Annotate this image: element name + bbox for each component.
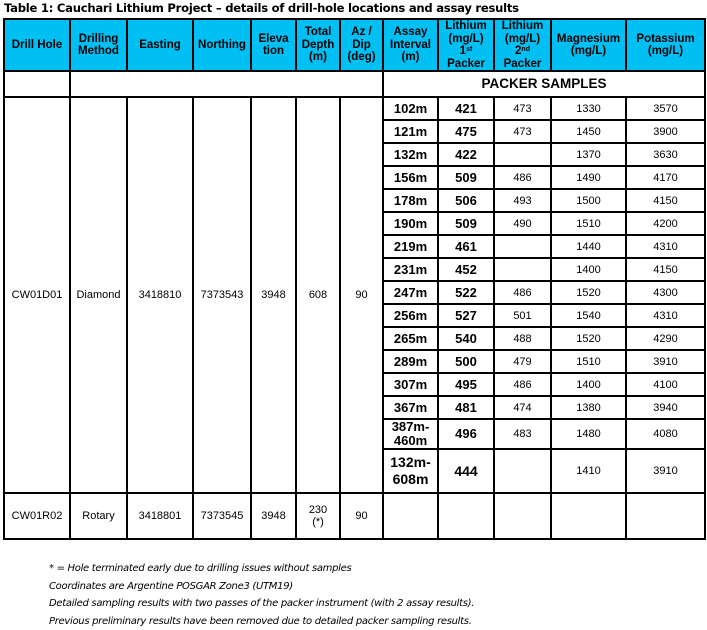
lithium-1st-packer-cell: 475 — [438, 120, 494, 143]
header-elevation: Eleva tion — [251, 19, 296, 71]
lithium-1st-packer-cell: 506 — [438, 189, 494, 212]
magnesium-cell: 1540 — [551, 304, 626, 327]
footnote: Previous preliminary results have been removed due to detailed packer sampling results. — [49, 613, 474, 630]
magnesium-cell: 1510 — [551, 350, 626, 373]
magnesium-cell: 1440 — [551, 235, 626, 258]
header-lithium-2nd-packer: Lithium (mg/L) 2nd Packer — [494, 19, 551, 71]
header-potassium: Potassium (mg/L) — [626, 19, 705, 71]
empty-cell — [70, 71, 383, 97]
assay-interval-cell: 219m — [383, 235, 438, 258]
potassium-cell: 3910 — [626, 350, 705, 373]
lithium-1st-packer-cell: 444 — [438, 449, 494, 493]
magnesium-cell: 1480 — [551, 419, 626, 449]
packer-samples-label: PACKER SAMPLES — [383, 71, 705, 97]
drilling-method-cell: Diamond — [70, 97, 127, 493]
lithium-1st-packer-cell: 452 — [438, 258, 494, 281]
empty-cell — [626, 493, 705, 539]
lithium-2nd-packer-cell: 473 — [494, 97, 551, 120]
potassium-cell: 3630 — [626, 143, 705, 166]
lithium-2nd-packer-cell: 483 — [494, 419, 551, 449]
drill-hole-cell: CW01D01 — [4, 97, 70, 493]
assay-interval-cell: 256m — [383, 304, 438, 327]
lithium-1st-packer-cell: 496 — [438, 419, 494, 449]
az-dip-cell: 90 — [340, 493, 383, 539]
magnesium-cell: 1400 — [551, 373, 626, 396]
assay-interval-cell: 387m- 460m — [383, 419, 438, 449]
assay-interval-cell: 190m — [383, 212, 438, 235]
lithium-2nd-packer-cell — [494, 449, 551, 493]
header-northing: Northing — [193, 19, 251, 71]
elevation-cell: 3948 — [251, 493, 296, 539]
assay-interval-cell: 247m — [383, 281, 438, 304]
assay-interval-cell: 121m — [383, 120, 438, 143]
lithium-1st-packer-cell: 522 — [438, 281, 494, 304]
elevation-cell: 3948 — [251, 97, 296, 493]
magnesium-cell: 1490 — [551, 166, 626, 189]
potassium-cell: 3570 — [626, 97, 705, 120]
easting-cell: 3418801 — [127, 493, 193, 539]
sample-row — [4, 97, 705, 120]
hole-row — [4, 493, 705, 539]
easting-cell: 3418810 — [127, 97, 193, 493]
magnesium-cell: 1510 — [551, 212, 626, 235]
lithium-2nd-packer-cell: 473 — [494, 120, 551, 143]
lithium-2nd-packer-cell: 493 — [494, 189, 551, 212]
drill-hole-cell: CW01R02 — [4, 493, 70, 539]
lithium-2nd-packer-cell: 501 — [494, 304, 551, 327]
lithium-1st-packer-cell: 540 — [438, 327, 494, 350]
potassium-cell: 4080 — [626, 419, 705, 449]
potassium-cell: 3910 — [626, 449, 705, 493]
drilling-method-cell: Rotary — [70, 493, 127, 539]
header-lithium-1st-packer: Lithium (mg/L) 1st Packer — [438, 19, 494, 71]
az-dip-cell: 90 — [340, 97, 383, 493]
potassium-cell: 4100 — [626, 373, 705, 396]
lithium-1st-packer-cell: 509 — [438, 166, 494, 189]
header-drilling-method: Drilling Method — [70, 19, 127, 71]
magnesium-cell: 1330 — [551, 97, 626, 120]
lithium-2nd-packer-cell: 486 — [494, 281, 551, 304]
lithium-2nd-packer-cell: 474 — [494, 396, 551, 419]
assay-interval-cell: 178m — [383, 189, 438, 212]
potassium-cell: 3940 — [626, 396, 705, 419]
header-row — [4, 19, 705, 71]
lithium-2nd-packer-cell — [494, 235, 551, 258]
footnotes — [49, 560, 474, 630]
header-total-depth: Total Depth (m) — [296, 19, 340, 71]
northing-cell: 7373543 — [193, 97, 251, 493]
assay-interval-cell: 231m — [383, 258, 438, 281]
magnesium-cell: 1500 — [551, 189, 626, 212]
assay-interval-cell: 132m — [383, 143, 438, 166]
assay-interval-cell: 367m — [383, 396, 438, 419]
lithium-1st-packer-cell: 527 — [438, 304, 494, 327]
potassium-cell: 4290 — [626, 327, 705, 350]
lithium-2nd-packer-cell: 486 — [494, 373, 551, 396]
lithium-2nd-packer-cell: 490 — [494, 212, 551, 235]
magnesium-cell: 1520 — [551, 327, 626, 350]
magnesium-cell: 1410 — [551, 449, 626, 493]
potassium-cell: 4200 — [626, 212, 705, 235]
potassium-cell: 4310 — [626, 304, 705, 327]
header-assay-interval: Assay Interval (m) — [383, 19, 438, 71]
assay-interval-cell: 265m — [383, 327, 438, 350]
assay-interval-cell: 132m- 608m — [383, 449, 438, 493]
assay-interval-cell: 289m — [383, 350, 438, 373]
assay-interval-cell: 102m — [383, 97, 438, 120]
table-title: Table 1: Cauchari Lithium Project – details of drill-hole locations and assay results — [4, 1, 519, 15]
lithium-1st-packer-cell: 500 — [438, 350, 494, 373]
potassium-cell: 4300 — [626, 281, 705, 304]
potassium-cell: 4150 — [626, 258, 705, 281]
empty-cell — [551, 493, 626, 539]
header-easting: Easting — [127, 19, 193, 71]
footnote: * = Hole terminated early due to drilling issues without samples — [49, 560, 474, 578]
lithium-1st-packer-cell: 495 — [438, 373, 494, 396]
magnesium-cell: 1380 — [551, 396, 626, 419]
assay-interval-cell: 307m — [383, 373, 438, 396]
potassium-cell: 4170 — [626, 166, 705, 189]
empty-cell — [494, 493, 551, 539]
empty-cell — [383, 493, 438, 539]
footnote: Coordinates are Argentine POSGAR Zone3 (UTM19) — [49, 578, 474, 596]
potassium-cell: 3900 — [626, 120, 705, 143]
header-magnesium: Magnesium (mg/L) — [551, 19, 626, 71]
total-depth-cell: 230 (*) — [296, 493, 340, 539]
header-az-dip: Az / Dip (deg) — [340, 19, 383, 71]
total-depth-cell: 608 — [296, 97, 340, 493]
potassium-cell: 4150 — [626, 189, 705, 212]
potassium-cell: 4310 — [626, 235, 705, 258]
lithium-2nd-packer-cell — [494, 143, 551, 166]
magnesium-cell: 1520 — [551, 281, 626, 304]
northing-cell: 7373545 — [193, 493, 251, 539]
lithium-2nd-packer-cell: 486 — [494, 166, 551, 189]
empty-cell — [4, 71, 70, 97]
assay-interval-cell: 156m — [383, 166, 438, 189]
lithium-1st-packer-cell: 509 — [438, 212, 494, 235]
drill-hole-table — [3, 18, 706, 540]
packer-samples-row — [4, 71, 705, 97]
lithium-2nd-packer-cell: 479 — [494, 350, 551, 373]
lithium-2nd-packer-cell: 488 — [494, 327, 551, 350]
lithium-1st-packer-cell: 422 — [438, 143, 494, 166]
magnesium-cell: 1400 — [551, 258, 626, 281]
lithium-1st-packer-cell: 421 — [438, 97, 494, 120]
magnesium-cell: 1450 — [551, 120, 626, 143]
footnote: Detailed sampling results with two passes of the packer instrument (with 2 assay results). — [49, 595, 474, 613]
header-drill-hole: Drill Hole — [4, 19, 70, 71]
magnesium-cell: 1370 — [551, 143, 626, 166]
empty-cell — [438, 493, 494, 539]
lithium-2nd-packer-cell — [494, 258, 551, 281]
lithium-1st-packer-cell: 461 — [438, 235, 494, 258]
lithium-1st-packer-cell: 481 — [438, 396, 494, 419]
